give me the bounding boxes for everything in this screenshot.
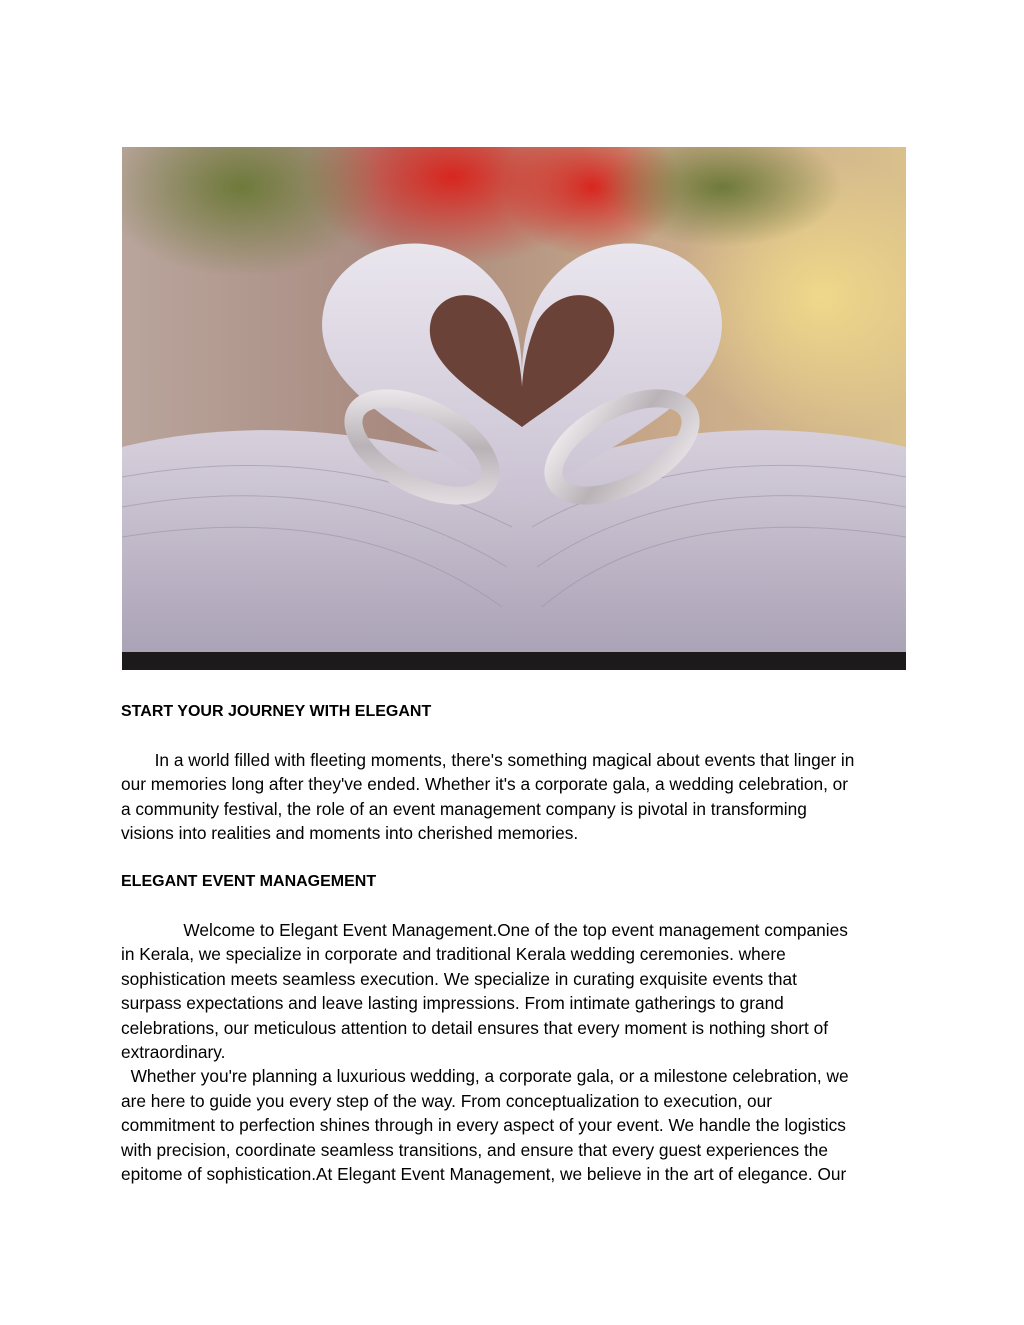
heart-book-rings-photo xyxy=(122,147,906,670)
hero-photo xyxy=(122,147,906,670)
paragraph-line: surpass expectations and leave lasting impressions. From intimate gatherings to grand xyxy=(121,993,784,1014)
paragraph-line: are here to guide you every step of the way. From conceptualization to execution, our xyxy=(121,1090,772,1111)
paragraph-line: visions into realities and moments into cherished memories. xyxy=(121,823,579,844)
intro-paragraph xyxy=(121,748,911,846)
welcome-paragraph xyxy=(121,918,911,1186)
section-heading-management: ELEGANT EVENT MANAGEMENT xyxy=(121,873,377,890)
paragraph-line: sophistication meets seamless execution. We specialize in curating exquisite events that xyxy=(121,968,797,989)
paragraph-line: epitome of sophistication.At Elegant Event Management, we believe in the art of elegance. Our xyxy=(121,1164,847,1185)
paragraph-line: In a world filled with fleeting moments, there's something magical about events that linger in xyxy=(121,750,855,770)
paragraph-line: with precision, coordinate seamless transitions, and ensure that every guest experiences the xyxy=(121,1139,828,1160)
paragraph-line: Welcome to Elegant Event Management.One of the top event management companies xyxy=(121,920,848,940)
paragraph-line: Whether you're planning a luxurious wedding, a corporate gala, or a milestone celebration, we xyxy=(121,1066,849,1087)
paragraph-line: extraordinary. xyxy=(121,1042,226,1063)
paragraph-line: celebrations, our meticulous attention to detail ensures that every moment is nothing short of xyxy=(121,1017,828,1038)
section-heading-journey: START YOUR JOURNEY WITH ELEGANT xyxy=(121,703,432,720)
paragraph-line: a community festival, the role of an event management company is pivotal in transforming xyxy=(121,798,807,819)
paragraph-line: our memories long after they've ended. Whether it's a corporate gala, a wedding celebration, or xyxy=(121,774,849,795)
paragraph-line: in Kerala, we specialize in corporate and traditional Kerala wedding ceremonies. where xyxy=(121,944,786,965)
paragraph-line: commitment to perfection shines through in every aspect of your event. We handle the logistics xyxy=(121,1115,846,1136)
